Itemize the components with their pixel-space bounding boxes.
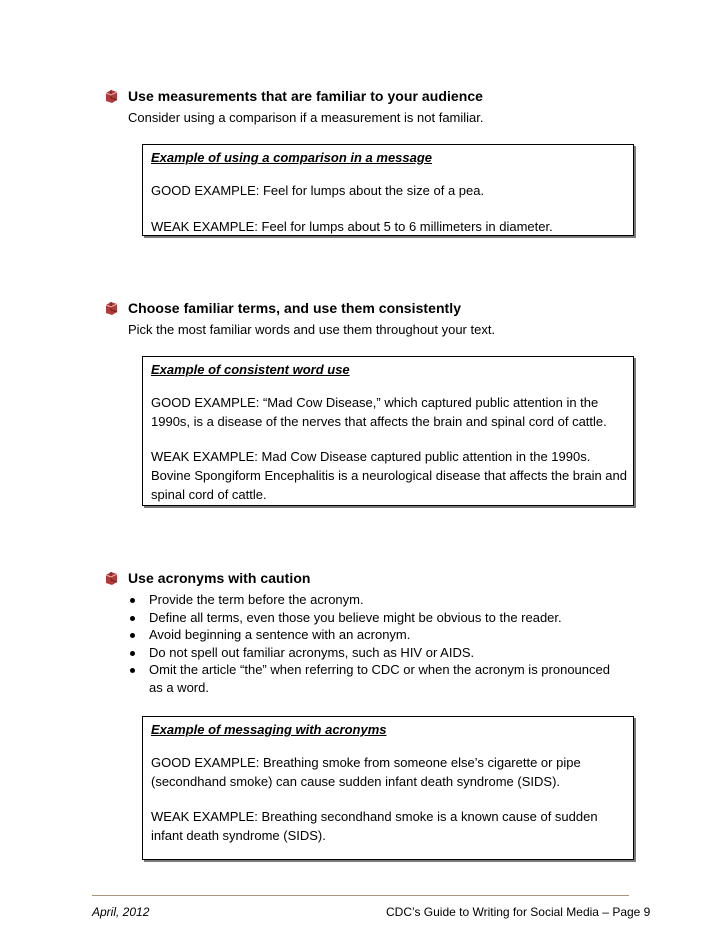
example-box-title: Example of consistent word use bbox=[151, 362, 350, 377]
footer-date: April, 2012 bbox=[92, 905, 150, 919]
list-item: Do not spell out familiar acronyms, such as HIV or AIDS. bbox=[128, 644, 628, 662]
bullet-dot-icon bbox=[130, 651, 135, 656]
list-item: Provide the term before the acronym. bbox=[128, 591, 628, 609]
section-heading: Use measurements that are familiar to your audience bbox=[128, 88, 484, 104]
weak-example-text: WEAK EXAMPLE: Mad Cow Disease captured public attention in the 1990s. Bovine Spongiform Encephalitis is a neurological disease that affects the brain and spinal cord of cattle. bbox=[151, 449, 627, 502]
bullet-dot-icon bbox=[130, 668, 135, 673]
good-example-text: GOOD EXAMPLE: Feel for lumps about the size of a pea. bbox=[151, 183, 485, 198]
example-box-title: Example of messaging with acronyms bbox=[151, 722, 387, 737]
footer-title-page: CDC’s Guide to Writing for Social Media – Page 9 bbox=[386, 905, 651, 919]
decorative-bullet-icon bbox=[104, 301, 119, 316]
acronym-guidelines-list bbox=[128, 591, 628, 696]
example-box-title: Example of using a comparison in a message bbox=[151, 150, 433, 165]
list-item: Define all terms, even those you believe might be obvious to the reader. bbox=[128, 609, 628, 627]
example-box bbox=[142, 356, 634, 506]
weak-example-text: WEAK EXAMPLE: Feel for lumps about 5 to 6 millimeters in diameter. bbox=[151, 219, 553, 234]
section-subtext: Consider using a comparison if a measurement is not familiar. bbox=[128, 110, 484, 125]
good-example-text: GOOD EXAMPLE: “Mad Cow Disease,” which captured public attention in the 1990s, is a disease of the nerves that affects the brain and spinal cord of cattle. bbox=[151, 395, 607, 429]
decorative-bullet-icon bbox=[104, 89, 119, 104]
bullet-dot-icon bbox=[130, 598, 135, 603]
weak-example-text: WEAK EXAMPLE: Breathing secondhand smoke is a known cause of sudden infant death syndrome (SIDS). bbox=[151, 809, 598, 843]
section-heading: Use acronyms with caution bbox=[128, 570, 311, 586]
footer-rule bbox=[92, 895, 629, 896]
bullet-dot-icon bbox=[130, 616, 135, 621]
list-item: Omit the article “the” when referring to CDC or when the acronym is pronounced as a word. bbox=[128, 661, 624, 696]
section-heading: Choose familiar terms, and use them consistently bbox=[128, 300, 462, 316]
bullet-dot-icon bbox=[130, 633, 135, 638]
decorative-bullet-icon bbox=[104, 571, 119, 586]
good-example-text: GOOD EXAMPLE: Breathing smoke from someone else’s cigarette or pipe (secondhand smoke) can cause sudden infant death syndrome (SIDS). bbox=[151, 755, 581, 789]
list-item: Avoid beginning a sentence with an acronym. bbox=[128, 626, 628, 644]
example-box bbox=[142, 716, 634, 860]
section-subtext: Pick the most familiar words and use them throughout your text. bbox=[128, 322, 496, 337]
example-box bbox=[142, 144, 634, 236]
